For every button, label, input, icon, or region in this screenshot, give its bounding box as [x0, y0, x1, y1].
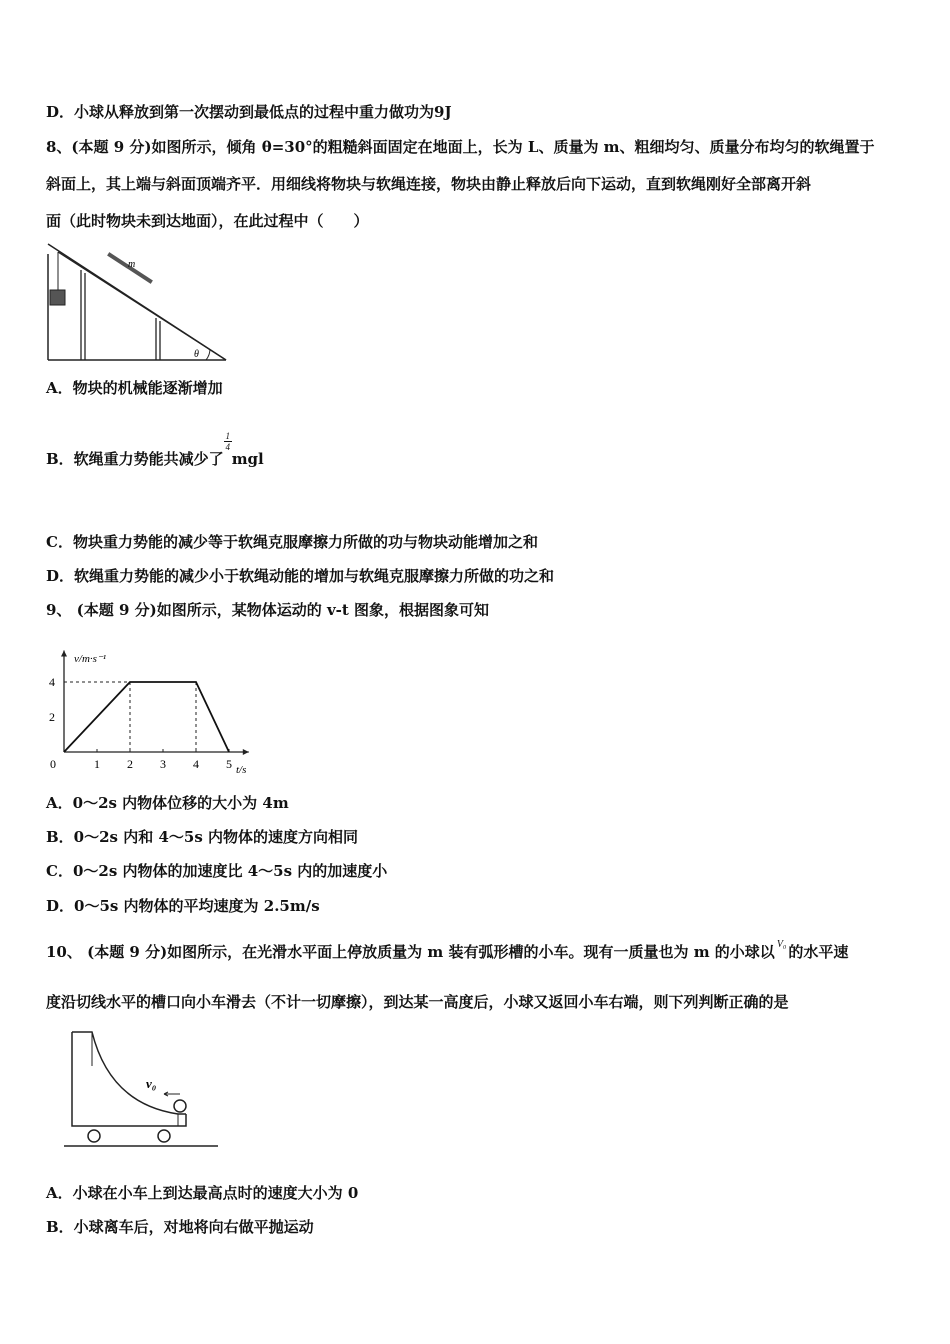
y-tick-label: 2 [49, 710, 55, 724]
q10-stem-line1-post: 的水平速 [788, 943, 849, 961]
label-m: m [128, 259, 136, 270]
block [50, 290, 65, 305]
fraction-one-quarter [224, 431, 232, 452]
q10-stem-line1-text: 10、 (本题 9 分)如图所示，在光滑水平面上停放质量为 m 装有弧形槽的小车。现有一质量也为 m 的小球以 [46, 943, 775, 961]
q10-option-b: B．小球离车后，对地将向右做平抛运动 [46, 1218, 314, 1236]
q8-option-b-post: mgl [231, 450, 264, 468]
q9-option-c: C．0～2s 内物体的加速度比 4～5s 内的加速度小 [46, 862, 388, 880]
x-tick-label: 4 [193, 757, 199, 771]
q9-option-a: A．0～2s 内物体位移的大小为 4m [46, 794, 289, 812]
y-axis-arrow [61, 651, 67, 657]
wheel-right [158, 1130, 170, 1142]
x-tick-label: 3 [160, 757, 166, 771]
cart-figure [60, 1026, 222, 1154]
q9-option-d: D．0～5s 内物体的平均速度为 2.5m/s [46, 897, 320, 915]
vt-chart [44, 628, 264, 778]
x-tick-label: 5 [226, 757, 232, 771]
x-tick-label: 1 [94, 757, 100, 771]
wheel-left [88, 1130, 100, 1142]
q10-stem-line1 [46, 939, 849, 965]
q8-stem-line2: 斜面上，其上端与斜面顶端齐平．用细线将物块与软绳连接，物块由静止释放后向下运动，直到软绳刚好全部离开斜 [46, 175, 812, 193]
q8-option-b [46, 431, 264, 469]
q9-option-b: B．0～2s 内和 4～5s 内物体的速度方向相同 [46, 828, 358, 846]
q10-stem-line2: 度沿切线水平的槽口向小车滑去（不计一切摩擦），到达某一高度后，小球又返回小车右端，则下列判断正确的是 [46, 993, 789, 1011]
label-v0: v₀ [146, 1076, 157, 1091]
q8-option-b-pre: B．软绳重力势能共减少了 [46, 450, 224, 468]
ball [174, 1100, 186, 1112]
fraction-den: 4 [225, 442, 230, 452]
q8-stem-line3: 面（此时物块未到达地面），在此过程中（ ） [46, 212, 369, 230]
v0-symbol: V₀ [776, 939, 787, 950]
x-tick-label: 2 [127, 757, 133, 771]
q9-stem: 9、 (本题 9 分)如图所示，某物体运动的 v-t 图象，根据图象可知 [46, 601, 490, 619]
x-axis-arrow [243, 749, 249, 755]
y-axis-label: v/m·s⁻¹ [74, 653, 107, 665]
q10-option-a: A．小球在小车上到达最高点时的速度大小为 0 [46, 1184, 359, 1202]
x-axis-label: t/s [236, 764, 247, 776]
x-tick-label: 0 [50, 757, 56, 771]
y-tick-label: 4 [49, 675, 55, 689]
velocity-line [64, 682, 229, 752]
label-theta: θ [194, 349, 199, 360]
q8-option-c: C．物块重力势能的减少等于软绳克服摩擦力所做的功与物块动能增加之和 [46, 533, 538, 551]
q8-option-d: D．软绳重力势能的减少小于软绳动能的增加与软绳克服摩擦力所做的功之和 [46, 567, 555, 585]
q8-stem-line1: 8、(本题 9 分)如图所示，倾角 θ=30°的粗糙斜面固定在地面上，长为 L、质量为 m、粗细均匀、质量分布均匀的软绳置于 [46, 138, 875, 156]
fraction-num: 1 [225, 431, 230, 441]
q8-option-a: A．物块的机械能逐渐增加 [46, 379, 223, 397]
incline-figure [44, 240, 230, 365]
q7-option-d: D．小球从释放到第一次摆动到最低点的过程中重力做功为9J [46, 103, 452, 121]
